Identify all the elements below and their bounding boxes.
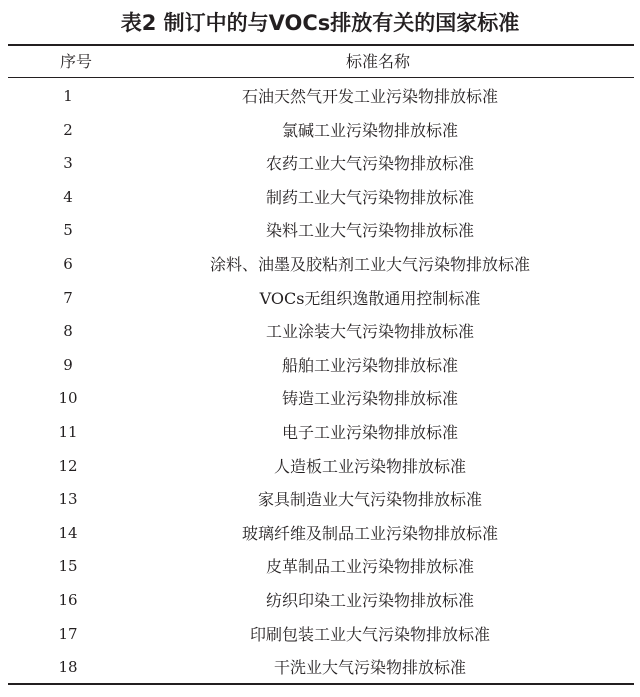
row-number: 1 — [63, 87, 73, 105]
header-rule — [8, 77, 634, 78]
bottom-rule — [8, 683, 634, 685]
table-row — [0, 315, 640, 349]
row-standard-name: 农药工业大气污染物排放标准 — [265, 154, 474, 174]
row-standard-name: 电子工业污染物排放标准 — [281, 422, 458, 442]
row-number: 15 — [58, 557, 78, 576]
table-row — [0, 349, 640, 383]
table-caption: 表2 制订中的与VOCs排放有关的国家标准 — [120, 11, 520, 35]
table-row — [0, 550, 640, 584]
row-number: 3 — [63, 154, 73, 173]
row-standard-name: 石油天然气开发工业污染物排放标准 — [241, 87, 498, 106]
row-number: 11 — [58, 422, 78, 441]
row-number: 4 — [63, 187, 73, 206]
table-row — [0, 181, 640, 215]
table-row — [0, 282, 640, 316]
table-row — [0, 651, 640, 685]
table-row — [0, 584, 640, 618]
row-number: 13 — [58, 490, 78, 509]
row-standard-name: 涂料、油墨及胶粘剂工业大气污染物排放标准 — [209, 254, 530, 274]
table-row — [0, 483, 640, 517]
row-standard-name: 人造板工业污染物排放标准 — [273, 456, 466, 476]
table-row — [0, 618, 640, 652]
row-number: 2 — [63, 120, 73, 139]
table-row — [0, 382, 640, 416]
row-number: 16 — [58, 590, 78, 609]
row-standard-name: 纺织印染工业污染物排放标准 — [265, 590, 474, 610]
header-standard-name: 标准名称 — [345, 52, 410, 71]
header-number: 序号 — [59, 52, 92, 71]
table-row — [0, 114, 640, 148]
row-standard-name: 铸造工业污染物排放标准 — [281, 389, 458, 409]
table-row — [0, 416, 640, 450]
row-standard-name: 干洗业大气污染物排放标准 — [273, 658, 466, 678]
table-row — [0, 248, 640, 282]
row-standard-name: 工业涂装大气污染物排放标准 — [265, 322, 474, 342]
table-row — [0, 517, 640, 551]
row-number: 8 — [63, 322, 73, 341]
row-standard-name: 家具制造业大气污染物排放标准 — [257, 490, 482, 510]
row-standard-name: VOCs无组织逸散通用控制标准 — [259, 288, 481, 308]
row-standard-name: 玻璃纤维及制品工业污染物排放标准 — [241, 523, 498, 543]
row-number: 14 — [58, 523, 78, 542]
table-row — [0, 450, 640, 484]
row-number: 7 — [63, 288, 73, 307]
row-standard-name: 制药工业大气污染物排放标准 — [265, 187, 474, 207]
table-row — [0, 80, 640, 114]
row-standard-name: 皮革制品工业污染物排放标准 — [265, 557, 474, 577]
table-row — [0, 147, 640, 181]
row-standard-name: 氯碱工业污染物排放标准 — [281, 120, 458, 140]
row-number: 12 — [58, 456, 78, 475]
row-number: 5 — [63, 221, 73, 240]
row-standard-name: 印刷包装工业大气污染物排放标准 — [249, 624, 490, 644]
row-number: 10 — [58, 389, 78, 408]
row-standard-name: 船舶工业污染物排放标准 — [281, 355, 458, 375]
row-number: 9 — [63, 355, 73, 374]
row-number: 18 — [58, 658, 78, 677]
table-row — [0, 214, 640, 248]
table-header — [8, 46, 634, 77]
row-number: 17 — [58, 624, 78, 643]
row-standard-name: 染料工业大气污染物排放标准 — [265, 221, 474, 241]
row-number: 6 — [63, 254, 73, 273]
table-body — [0, 80, 640, 685]
